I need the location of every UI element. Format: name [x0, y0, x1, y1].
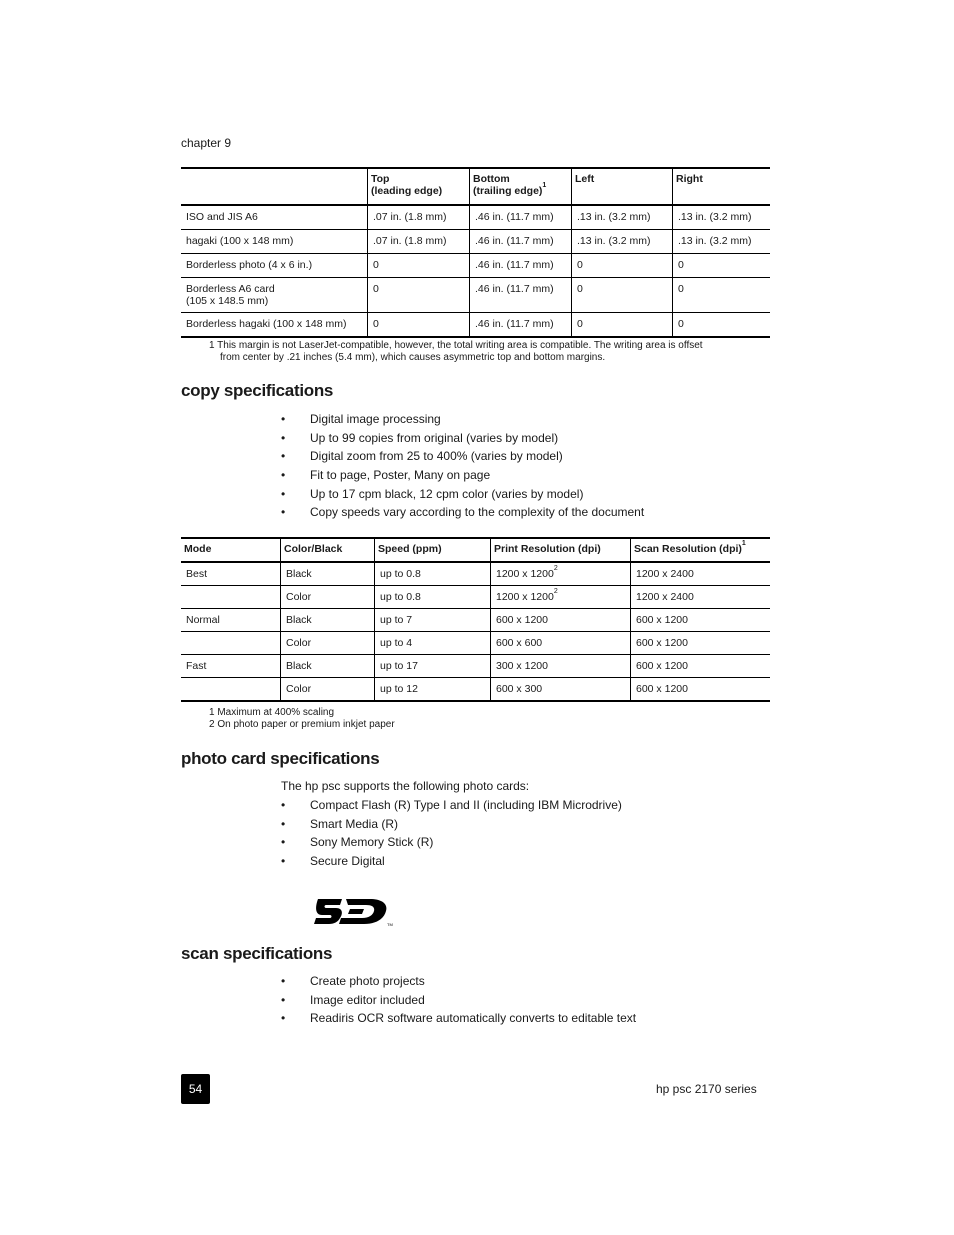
copy-cell-scan: 600 x 1200: [631, 609, 771, 632]
margins-cell-media: Borderless A6 card (105 x 148.5 mm): [181, 278, 368, 313]
margins-cell-top: .07 in. (1.8 mm): [368, 230, 470, 254]
list-item: • Create photo projects: [281, 974, 636, 993]
copy-cell-mode: [181, 678, 281, 702]
margins-cell-bottom: .46 in. (11.7 mm): [470, 205, 572, 230]
copy-cell-mode: [181, 632, 281, 655]
margins-cell-left: 0: [572, 254, 673, 278]
copy-cell-mode: Fast: [181, 655, 281, 678]
list-item: • Copy speeds vary according to the complexity of the document: [281, 505, 644, 524]
copy-cell-print: 1200 x 1200$^2$: [491, 562, 631, 586]
table-row: [181, 586, 770, 609]
table-row: [181, 632, 770, 655]
list-item: • Fit to page, Poster, Many on page: [281, 468, 644, 487]
footnote-line: from center by .21 inches (5.4 mm), which causes asymmetric top and bottom margins.: [220, 352, 606, 363]
margins-header-media: [181, 168, 368, 205]
margins-cell-media: Borderless photo (4 x 6 in.): [181, 254, 368, 278]
copy-header-row: [181, 538, 770, 562]
copy-cell-speed: up to 0.8: [375, 562, 491, 586]
copy-header-mode: Mode: [181, 538, 281, 562]
copy-cell-scan: 600 x 1200: [631, 655, 771, 678]
copy-cell-speed: up to 4: [375, 632, 491, 655]
copy-cell-print: 300 x 1200: [491, 655, 631, 678]
copy-speed-table: [181, 537, 770, 702]
list-item: • Digital image processing: [281, 412, 644, 431]
copy-cell-scan: 1200 x 2400: [631, 562, 771, 586]
copy-cell-color: Color: [281, 678, 375, 702]
sd-card-logo-icon: [312, 896, 394, 928]
margins-cell-left: .13 in. (3.2 mm): [572, 205, 673, 230]
copy-cell-mode: Best: [186, 568, 208, 580]
margins-cell-bottom: .46 in. (11.7 mm): [470, 254, 572, 278]
copy-cell-color: Black: [281, 562, 375, 586]
margins-cell-media: hagaki (100 x 148 mm): [181, 230, 368, 254]
table-row: [181, 205, 770, 230]
margins-cell-media: ISO and JIS A6: [186, 211, 258, 223]
copy-cell-color: Black: [281, 655, 375, 678]
margins-cell-left: 0: [572, 313, 673, 338]
copy-cell-speed: up to 7: [375, 609, 491, 632]
list-item: • Smart Media (R): [281, 817, 622, 836]
margins-table: [181, 167, 770, 338]
margins-header-top: Top (leading edge): [368, 168, 470, 205]
sd-logo-mark: TM: [387, 922, 393, 927]
margins-header-right: Right: [673, 168, 771, 205]
copy-cell-scan: 600 x 1200: [631, 632, 771, 655]
list-item: • Secure Digital: [281, 854, 622, 873]
margins-cell-bottom: .46 in. (11.7 mm): [470, 313, 572, 338]
margins-cell-right: .13 in. (3.2 mm): [673, 230, 771, 254]
chapter-label: chapter 9: [181, 136, 232, 150]
copy-cell-print: 600 x 600: [491, 632, 631, 655]
copy-footnotes: [209, 707, 395, 731]
copy-header-speed: Speed (ppm): [375, 538, 491, 562]
list-item: • Up to 17 cpm black, 12 cpm color (varies by model): [281, 487, 644, 506]
copy-header-color: Color/Black: [281, 538, 375, 562]
page-number-badge: 54: [181, 1074, 210, 1104]
table-row: [181, 313, 770, 338]
photo-card-specifications-heading: photo card specifications: [181, 749, 380, 768]
margins-cell-right: 0: [673, 254, 771, 278]
photo-card-intro: The hp psc supports the following photo cards:: [281, 779, 530, 793]
copy-cell-speed: up to 0.8: [375, 586, 491, 609]
scan-specifications-heading: scan specifications: [181, 944, 333, 963]
copy-cell-scan: 1200 x 2400: [631, 586, 771, 609]
table-row: [181, 655, 770, 678]
list-item: • Image editor included: [281, 993, 636, 1012]
margins-cell-left: .13 in. (3.2 mm): [572, 230, 673, 254]
copy-cell-speed: up to 17: [375, 655, 491, 678]
table-row: [181, 230, 770, 254]
margins-header-bottom: Bottom (trailing edge)$^1$: [470, 168, 572, 205]
margins-cell-media: Borderless hagaki (100 x 148 mm): [181, 313, 368, 338]
margins-cell-right: 0: [673, 313, 771, 338]
copy-cell-color: Black: [281, 609, 375, 632]
copy-feature-list: [281, 412, 644, 524]
photo-card-list: [281, 798, 622, 873]
margins-cell-top: 0: [368, 278, 470, 313]
copy-specifications-heading: copy specifications: [181, 381, 334, 400]
margins-footnote: [209, 340, 749, 364]
table-row: [181, 278, 770, 313]
margins-header-left: Left: [572, 168, 673, 205]
margins-cell-top: .07 in. (1.8 mm): [368, 205, 470, 230]
footnote-line: 2 On photo paper or premium inkjet paper: [209, 719, 395, 730]
copy-header-print-res: Print Resolution (dpi): [491, 538, 631, 562]
copy-header-scan-res: Scan Resolution (dpi)$^1$: [631, 538, 771, 562]
copy-cell-color: Color: [281, 632, 375, 655]
margins-cell-right: .13 in. (3.2 mm): [673, 205, 771, 230]
list-item: • Compact Flash (R) Type I and II (including IBM Microdrive): [281, 798, 622, 817]
margins-cell-top: 0: [368, 313, 470, 338]
margins-cell-right: 0: [673, 278, 771, 313]
copy-cell-scan: 600 x 1200: [631, 678, 771, 702]
list-item: • Sony Memory Stick (R): [281, 835, 622, 854]
copy-cell-print: 600 x 1200: [491, 609, 631, 632]
margins-cell-left: 0: [572, 278, 673, 313]
list-item: • Readiris OCR software automatically converts to editable text: [281, 1011, 636, 1030]
table-row: [181, 254, 770, 278]
copy-cell-print: 1200 x 1200$^2$: [491, 586, 631, 609]
product-series-label: hp psc 2170 series: [656, 1082, 757, 1096]
table-row: [181, 678, 770, 702]
copy-cell-mode: Normal: [181, 609, 281, 632]
copy-cell-print: 600 x 300: [491, 678, 631, 702]
table-row: [181, 609, 770, 632]
footnote-line: 1 This margin is not LaserJet-compatible, however, the total writing area is compatible. The writing area is offset: [209, 340, 703, 351]
table-row: [181, 562, 770, 586]
margins-cell-bottom: .46 in. (11.7 mm): [470, 230, 572, 254]
copy-cell-speed: up to 12: [375, 678, 491, 702]
copy-cell-color: Color: [281, 586, 375, 609]
list-item: • Digital zoom from 25 to 400% (varies by model): [281, 449, 644, 468]
list-item: • Up to 99 copies from original (varies by model): [281, 431, 644, 450]
scan-feature-list: [281, 974, 636, 1030]
copy-cell-mode: [181, 586, 281, 609]
margins-header-row: [181, 168, 770, 205]
footnote-line: 1 Maximum at 400% scaling: [209, 707, 335, 718]
margins-cell-top: 0: [368, 254, 470, 278]
margins-cell-bottom: .46 in. (11.7 mm): [470, 278, 572, 313]
